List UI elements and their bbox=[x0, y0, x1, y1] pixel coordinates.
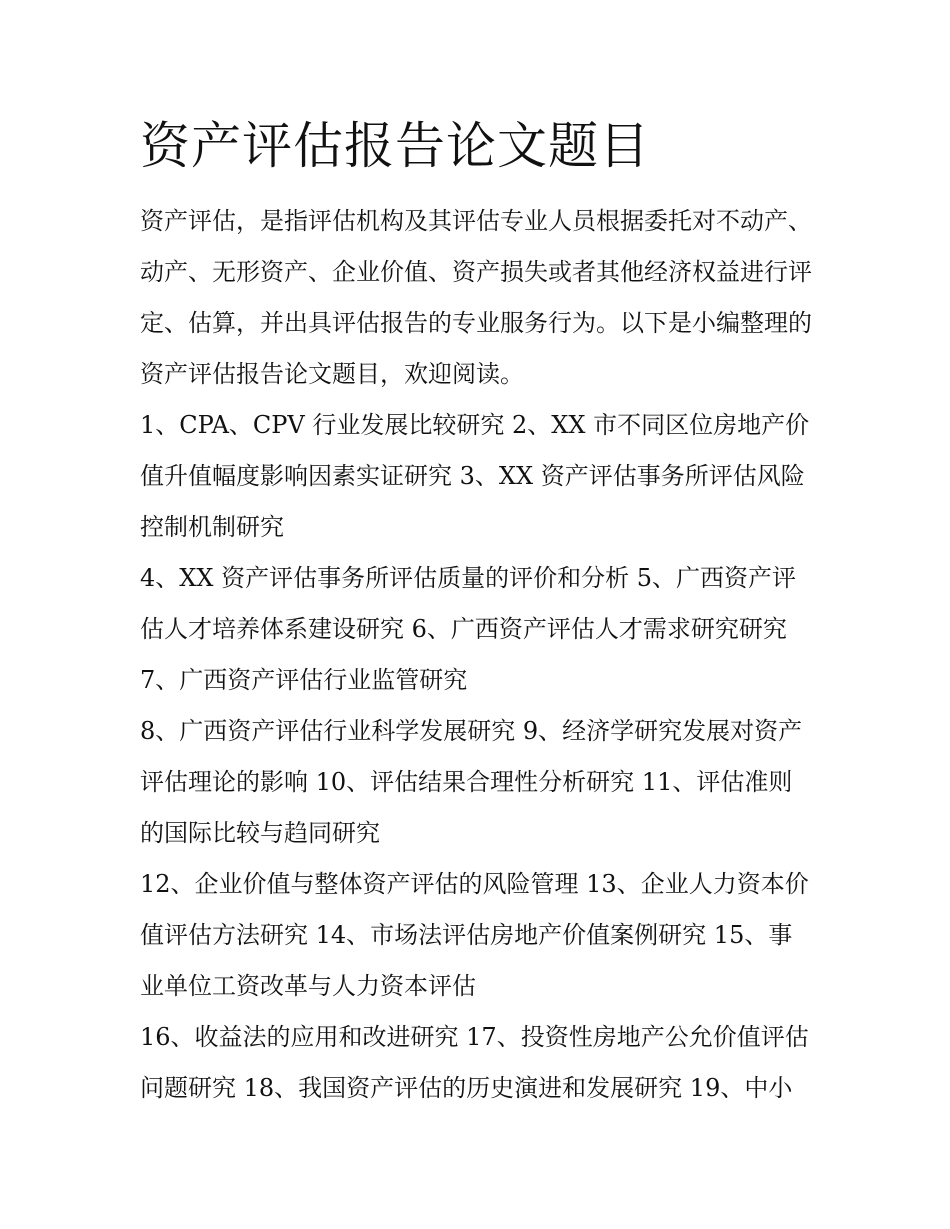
topics-paragraph-5: 16、收益法的应用和改进研究 17、投资性房地产公允价值评估问题研究 18、我国资产评估的历史演进和发展研究 19、中小 bbox=[140, 1023, 809, 1102]
topics-paragraph-4: 12、企业价值与整体资产评估的风险管理 13、企业人力资本价值评估方法研究 14、市场法评估房地产价值案例研究 15、事业单位工资改革与人力资本评估 bbox=[140, 870, 809, 1000]
document-title: 资产评估报告论文题目 bbox=[140, 117, 650, 175]
topics-paragraph-2: 4、XX 资产评估事务所评估质量的评价和分析 5、广西资产评估人才培养体系建设研究 6、广西资产评估人才需求研究研究 7、广西资产评估行业监管研究 bbox=[140, 564, 796, 694]
intro-paragraph: 资产评估，是指评估机构及其评估专业人员根据委托对不动产、动产、无形资产、企业价值、资产损失或者其他经济权益进行评定、估算，并出具评估报告的专业服务行为。以下是小编整理的资产评估报告论文题目，欢迎阅读。 bbox=[140, 207, 812, 388]
topics-paragraph-3: 8、广西资产评估行业科学发展研究 9、经济学研究发展对资产评估理论的影响 10、评估结果合理性分析研究 11、评估准则的国际比较与趋同研究 bbox=[140, 717, 803, 847]
topics-paragraph-1: 1、CPA、CPV 行业发展比较研究 2、XX 市不同区位房地产价值升值幅度影响因素实证研究 3、XX 资产评估事务所评估风险控制机制研究 bbox=[140, 411, 810, 541]
document-body bbox=[140, 196, 815, 1114]
